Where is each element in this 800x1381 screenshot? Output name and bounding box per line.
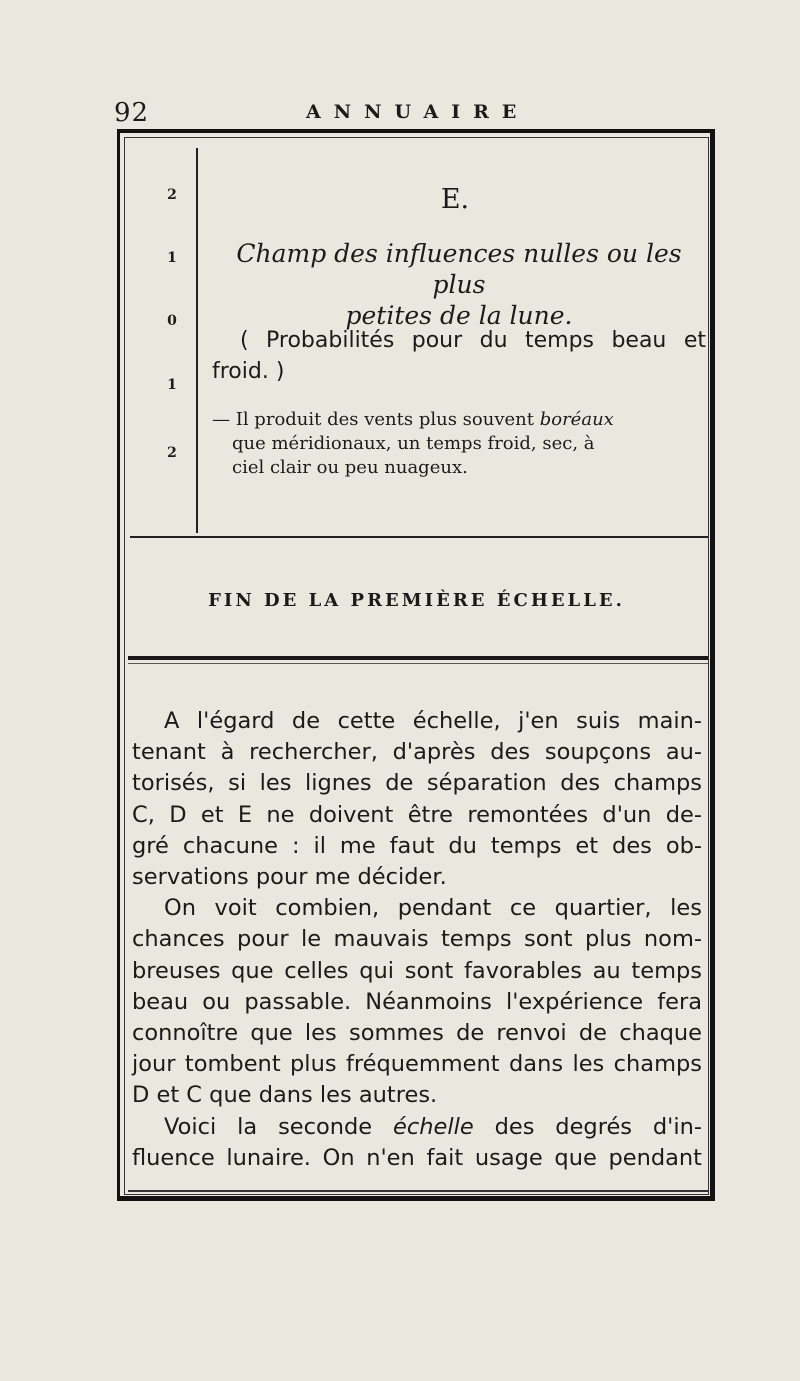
paragraph [132,706,702,893]
body-text [132,706,702,1174]
text-line: A l'égard de cette échelle, j'en suis main- [164,708,702,734]
text-line: connoître que les sommes de renvoi de chaque [132,1020,702,1047]
text-line: tenant à rechercher, d'après des soupçons au- [132,739,702,766]
description-line [212,408,706,432]
scale-number: 2 [167,445,177,461]
thin-rule [128,663,708,664]
bottom-rule [128,1190,708,1192]
text-line: jour tombent plus fréquemment dans les champs [132,1051,702,1078]
section-letter: E. [440,184,470,215]
end-heading: FIN DE LA PREMIÈRE ÉCHELLE. [208,590,625,611]
description-line: ciel clair ou peu nuageux. [232,457,468,478]
section-description [212,408,706,480]
text-segment: Voici la seconde [164,1113,394,1140]
scale-column-divider [196,148,198,533]
italic-segment: échelle [393,1113,474,1140]
paragraph [132,1112,702,1174]
section-title-line: petites de la lune. [345,301,573,330]
text-line: chances pour le mauvais temps sont plus nom- [132,926,702,953]
section-title [212,238,706,331]
text-line: fluence lunaire. On n'en fait usage que pendant [132,1144,702,1171]
text-line [132,1112,702,1143]
text-line: On voit combien, pendant ce quartier, les [164,895,702,922]
text-line: C, D et E ne doivent être remontées d'un de- [132,801,702,828]
page-number: 92 [114,98,150,128]
description-text: — Il produit des vents plus souvent [212,409,540,430]
scale-number: 1 [167,250,177,266]
description-line: que méridionaux, un temps froid, sec, à [232,433,595,454]
scale-number: 2 [167,187,177,203]
divider-rule [130,536,708,538]
text-line: breuses que celles qui sont favorables au temps [132,957,702,984]
paragraph [132,893,702,1111]
section-title-line: Champ des influences nulles ou les plus [236,239,682,299]
scale-number: 0 [167,313,177,329]
text-line: beau ou passable. Néanmoins l'expérience fera [132,988,702,1015]
text-line: D et C que dans les autres. [132,1082,438,1109]
running-head: ANNUAIRE [306,101,530,123]
heavy-rule [128,656,708,660]
scale-number: 1 [167,377,177,393]
text-line: servations pour me décider. [132,864,447,891]
probability-note: ( Probabilités pour du temps beau et froid. ) [212,328,706,384]
text-segment: des degrés d'in- [473,1113,702,1140]
text-line: gré chacune : il me faut du temps et des ob- [132,832,702,859]
description-italic: boréaux [539,409,614,430]
text-line: torisés, si les lignes de séparation des champs [132,770,702,797]
